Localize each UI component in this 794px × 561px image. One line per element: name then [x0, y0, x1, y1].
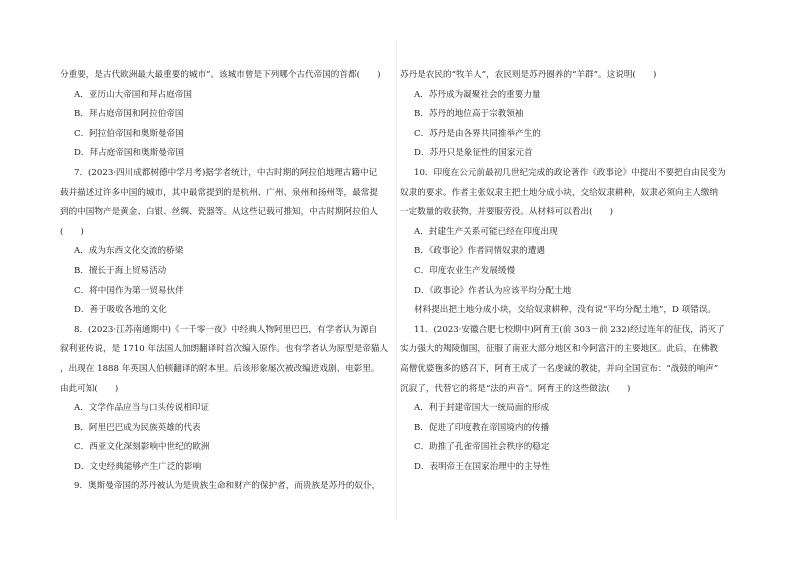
answer-option: C．西亚文化深刻影响中世纪的欧洲	[74, 442, 210, 453]
answer-option: A．文学作品应当与口头传说相印证	[74, 403, 210, 414]
right-column	[400, 66, 738, 477]
question-text-line: 沉寂了，代替它的将是“法的声音”。阿育王的这些做法( )	[400, 383, 631, 394]
answer-option: C．苏丹是由各界共同推举产生的	[414, 128, 541, 139]
answer-option: D．《政事论》作者认为应该平均分配土地	[414, 285, 572, 296]
answer-option: D．文史经典能够产生广泛的影响	[74, 461, 202, 472]
answer-option: D．苏丹只是象征性的国家元首	[414, 148, 533, 159]
question-stem: 10．印度在公元前最初几世纪完成的政论著作《政事论》中提出不要把自由民变为	[414, 167, 726, 178]
answer-option: A．苏丹成为凝聚社会的重要力量	[414, 89, 541, 100]
answer-option: C．印度农业生产发展缓慢	[414, 265, 516, 276]
answer-option: C．助推了孔雀帝国社会秩序的稳定	[414, 442, 550, 453]
answer-option: B．苏丹的地位高于宗教领袖	[414, 109, 524, 120]
question-text-line: 由此可知( )	[60, 383, 119, 394]
question-text-line: 叙利亚传说，是 1710 年法国人加朗翻译时首次编入原作。也有学者认为原型是帝猫人	[60, 344, 389, 355]
answer-option: C．阿拉伯帝国和奥斯曼帝国	[74, 128, 184, 139]
answer-option: B．促进了印度教在帝国境内的传播	[414, 422, 550, 433]
question-text-line: ( )	[60, 226, 84, 237]
answer-option: A．封建生产关系可能已经在印度出现	[414, 226, 558, 237]
question-text-line: 高僧优婆毱多的感召下，阿育王成了一名虔诚的教徒，并向全国宣布：“战鼓的响声”	[400, 363, 719, 374]
question-stem: 11．(2023·安徽合肥七校期中)阿育王(前 303－前 232)经过连年的征伐，消灭了	[414, 324, 725, 335]
question-text-line: 苏丹是农民的“牧羊人”，农民则是苏丹圈养的“羊群”。这说明( )	[400, 70, 657, 80]
question-text-line: 到的中国物产是黄金、白银、丝绸、瓷器等。从这些记载可推知，中古时期阿拉伯人	[60, 207, 378, 218]
answer-option: A．利于封建帝国大一统局面的形成	[414, 403, 550, 414]
question-stem: 7．(2023·四川成都树德中学月考)据学者统计，中古时期的阿拉伯地理古籍中记	[74, 167, 378, 178]
question-stem: 9．奥斯曼帝国的苏丹被认为是贵族生命和财产的保护者，而贵族是苏丹的奴仆，	[74, 481, 381, 492]
question-stem: 8．(2023·江苏南通期中)《一千零一夜》中经典人物阿里巴巴，有学者认为源自	[74, 324, 378, 335]
answer-option: D．表明帝王在国家治理中的主导性	[414, 461, 550, 472]
question-text-line: 实力强大的羯陵伽国，征服了南亚大部分地区和今阿富汗的主要地区。此后，在佛教	[400, 344, 718, 355]
left-column	[60, 66, 398, 497]
answer-option: A．成为东西文化交流的桥梁	[74, 246, 184, 257]
question-text-line: 分重要，是古代欧洲最大最重要的城市”。该城市曾是下列哪个古代帝国的首都( )	[60, 70, 381, 80]
question-text-line: 一定数量的收获物，并要服劳役。从材料可以看出( )	[400, 207, 613, 218]
answer-option: A．亚历山大帝国和拜占庭帝国	[74, 89, 192, 100]
explanation-line: 材料提出把土地分成小块，交给奴隶耕种，没有说“平均分配土地”，D 项错误。	[414, 305, 717, 316]
question-text-line: 奴隶的要求。作者主张奴隶主把土地分成小块，交给奴隶耕种，奴隶必须向主人缴纳	[400, 187, 718, 198]
answer-option: D．善于吸收各地的文化	[74, 305, 167, 316]
question-text-line: ，出现在 1888 年英国人伯顿翻译的附本里。后该形象屡次被改编进戏剧、电影里。	[60, 363, 380, 374]
question-text-line: 载并描述过许多中国的城市，其中最常提到的是杭州、广州、泉州和扬州等，最常提	[60, 187, 378, 198]
answer-option: B．《政事论》作者同情奴隶的遭遇	[414, 246, 545, 257]
answer-option: B．拜占庭帝国和阿拉伯帝国	[74, 109, 184, 120]
answer-option: C．将中国作为第一贸易伙伴	[74, 285, 184, 296]
answer-option: D．拜占庭帝国和奥斯曼帝国	[74, 148, 185, 159]
answer-option: B．阿里巴巴成为民族英雄的代表	[74, 422, 201, 433]
answer-option: B．擅长于海上贸易活动	[74, 265, 167, 276]
